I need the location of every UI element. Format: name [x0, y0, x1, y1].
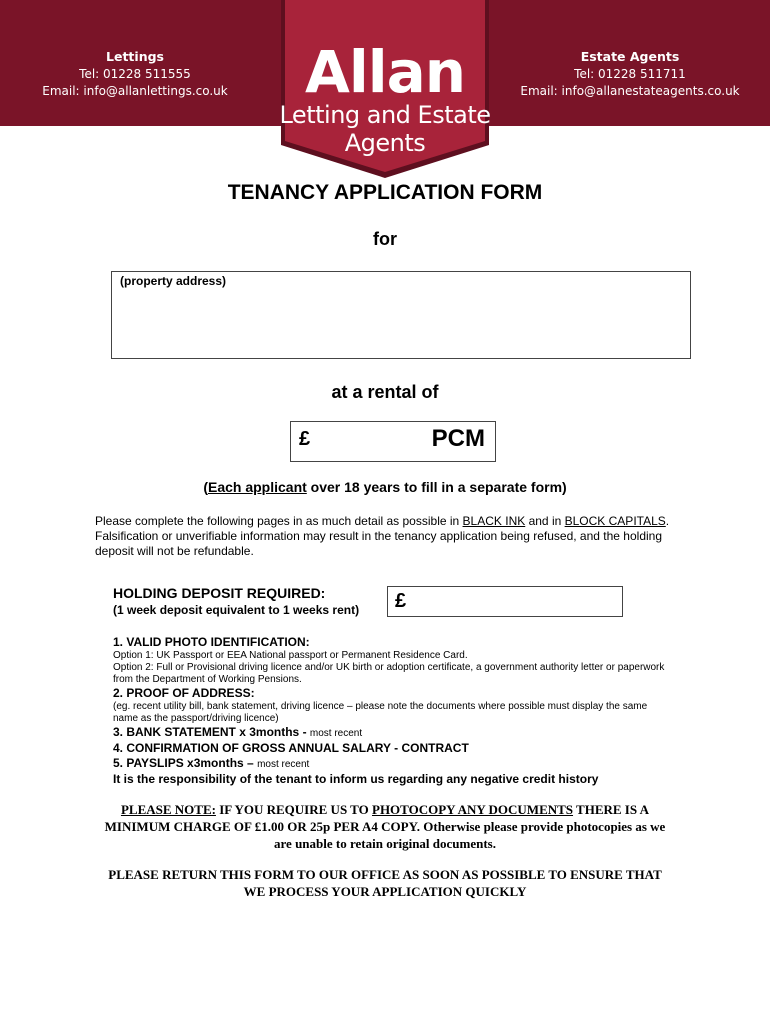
lettings-heading: Lettings [106, 49, 164, 64]
salary-item: 4. CONFIRMATION OF GROSS ANNUAL SALARY - CONTRACT [113, 741, 469, 755]
proof-of-address-heading: 2. PROOF OF ADDRESS: [113, 686, 255, 700]
proof-of-address-note: (eg. recent utility bill, bank statement, driving licence – please note the documents where possible must display the same name as the passport/driving licence) [113, 701, 648, 724]
logo-name: Allan [304, 38, 466, 106]
estate-agents-tel: Tel: 01228 511711 [574, 67, 686, 81]
payslips-item: 5. PAYSLIPS x3months – most recent [113, 756, 310, 770]
falsification-warning: Falsification or unverifiable information may result in the tenancy application being refused, and the holding deposit will not be refundable. [95, 529, 662, 558]
photo-id-heading: 1. VALID PHOTO IDENTIFICATION: [113, 635, 310, 649]
credit-history-note: It is the responsibility of the tenant to inform us regarding any negative credit history [113, 772, 599, 786]
estate-agents-email: Email: info@allanestateagents.co.uk [520, 84, 740, 98]
holding-deposit-title: HOLDING DEPOSIT REQUIRED: [113, 585, 326, 601]
each-applicant-note: (Each applicant over 18 years to fill in a separate form) [203, 479, 567, 495]
lettings-contact [30, 48, 240, 100]
holding-deposit-field[interactable] [387, 586, 623, 617]
lettings-tel: Tel: 01228 511555 [79, 67, 191, 81]
rental-label: at a rental of [331, 382, 439, 402]
property-address-label: (property address) [120, 274, 227, 288]
logo-tagline-1: Letting and Estate [279, 101, 491, 129]
pcm-label: PCM [431, 425, 485, 452]
photocopy-note: PLEASE NOTE: IF YOU REQUIRE US TO PHOTOCOPY ANY DOCUMENTS THERE IS A MINIMUM CHARGE OF £1.00 OR 25p PER A4 COPY. Otherwise please provide photocopies as we are unable to retain original documents. [104, 802, 666, 851]
bank-statement-item: 3. BANK STATEMENT x 3months - most recent [113, 725, 363, 739]
instructions-text: Please complete the following pages in as much detail as possible in BLACK INK and in BLOCK CAPITALS. Falsification or unverifiable information may result in the tenancy application being refused, and the holding deposit will not be refundable. [95, 514, 695, 559]
property-address-field[interactable] [111, 271, 691, 359]
logo-tagline-2: Agents [344, 129, 426, 157]
photo-id-option-1: Option 1: UK Passport or EEA National passport or Permanent Residence Card. [113, 650, 468, 661]
lettings-email: Email: info@allanlettings.co.uk [42, 84, 228, 98]
holding-deposit-subtitle: (1 week deposit equivalent to 1 weeks rent) [113, 603, 360, 617]
estate-agents-heading: Estate Agents [580, 49, 680, 64]
company-logo [277, 0, 493, 178]
rent-currency-symbol: £ [299, 428, 311, 450]
deposit-currency-symbol: £ [395, 590, 407, 612]
return-form-note: PLEASE RETURN THIS FORM TO OUR OFFICE AS SOON AS POSSIBLE TO ENSURE THAT WE PROCESS YOUR APPLICATION QUICKLY [108, 867, 662, 899]
estate-agents-contact [520, 48, 740, 100]
for-label: for [373, 229, 397, 249]
requirements-list [113, 635, 673, 787]
rent-amount-field[interactable] [290, 421, 496, 462]
form-title: TENANCY APPLICATION FORM [227, 181, 543, 204]
photo-id-option-2: Option 2: Full or Provisional driving licence and/or UK birth or adoption certificate, a government authority letter or paperwork from the Department of Working Pensions. [113, 662, 665, 685]
